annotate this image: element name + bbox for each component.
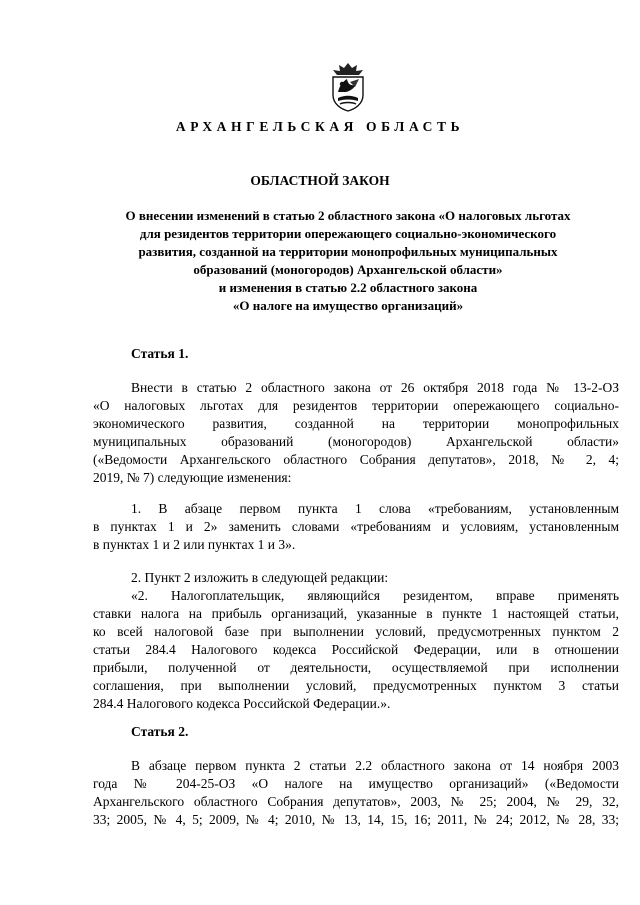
article-1-heading: Статья 1. bbox=[131, 346, 189, 361]
text-line: В абзаце первом пункта 2 статьи 2.2 областного закона от 14 ноября 2003 bbox=[131, 758, 619, 773]
region-name: АРХАНГЕЛЬСКАЯ ОБЛАСТЬ bbox=[175, 119, 465, 134]
law-title-line: развития, созданной на территории монопрофильных муниципальных bbox=[138, 244, 558, 259]
law-title-line: «О налоге на имущество организаций» bbox=[232, 298, 464, 313]
coat-of-arms-icon bbox=[326, 62, 370, 112]
text-line: в пунктах 1 и 2» заменить словами «требованиям и условиям, установленным bbox=[93, 519, 619, 534]
text-line: ставки налога на прибыль организаций, указанные в пункте 1 настоящей статьи, bbox=[93, 606, 619, 621]
text-line: в пунктах 1 и 2 или пунктах 1 и 3». bbox=[93, 537, 296, 552]
text-line: 2019, № 7) следующие изменения: bbox=[93, 470, 292, 485]
text-line: 1. В абзаце первом пункта 1 слова «требованиям, установленным bbox=[131, 501, 619, 516]
text-line: прибыли, полученной от деятельности, осуществляемой при исполнении bbox=[93, 660, 619, 675]
text-line: 284.4 Налогового кодекса Российской Федерации.». bbox=[93, 696, 391, 711]
text-line: года № 204-25-ОЗ «О налоге на имущество организаций» («Ведомости bbox=[93, 776, 619, 791]
text-line: Архангельского областного Собрания депутатов», 2003, № 25; 2004, № 29, 32, bbox=[93, 794, 619, 809]
law-title-line: и изменения в статью 2.2 областного закона bbox=[218, 280, 478, 295]
text-line: Внести в статью 2 областного закона от 26 октября 2018 года № 13-2-ОЗ bbox=[131, 380, 619, 395]
article-1-item-2-quote bbox=[93, 587, 619, 713]
document-type: ОБЛАСТНОЙ ЗАКОН bbox=[250, 173, 390, 188]
text-line: соглашения, при выполнении условий, предусмотренных пунктом 3 статьи bbox=[93, 678, 619, 693]
text-line: экономического развития, созданной на территории монопрофильных bbox=[93, 416, 619, 431]
article-1-intro bbox=[93, 379, 619, 487]
article-1-item-1 bbox=[93, 500, 619, 554]
text-line: «2. Налогоплательщик, являющийся резидентом, вправе применять bbox=[131, 588, 619, 603]
law-title bbox=[78, 207, 618, 315]
text-line: 2. Пункт 2 изложить в следующей редакции: bbox=[131, 570, 389, 585]
text-line: 33; 2005, № 4, 5; 2009, № 4; 2010, № 13, 14, 15, 16; 2011, № 24; 2012, № 28, 33; bbox=[93, 812, 619, 827]
article-1-item-2-intro bbox=[93, 569, 619, 587]
article-2-text bbox=[93, 757, 619, 829]
law-title-line: О внесении изменений в статью 2 областного закона «О налоговых льготах bbox=[125, 208, 571, 223]
text-line: («Ведомости Архангельского областного Собрания депутатов», 2018, № 2, 4; bbox=[93, 452, 619, 467]
text-line: ко всей налоговой базе при выполнении условий, предусмотренных пунктом 2 bbox=[93, 624, 619, 639]
text-line: «О налоговых льготах для резидентов территории опережающего социально- bbox=[93, 398, 619, 413]
text-line: муниципальных образований (моногородов) Архангельской области» bbox=[93, 434, 619, 449]
law-title-line: образований (моногородов) Архангельской области» bbox=[193, 262, 503, 277]
article-2-heading: Статья 2. bbox=[131, 724, 189, 739]
law-title-line: для резидентов территории опережающего социально-экономического bbox=[139, 226, 557, 241]
text-line: статьи 284.4 Налогового кодекса Российской Федерации, или в отношении bbox=[93, 642, 619, 657]
